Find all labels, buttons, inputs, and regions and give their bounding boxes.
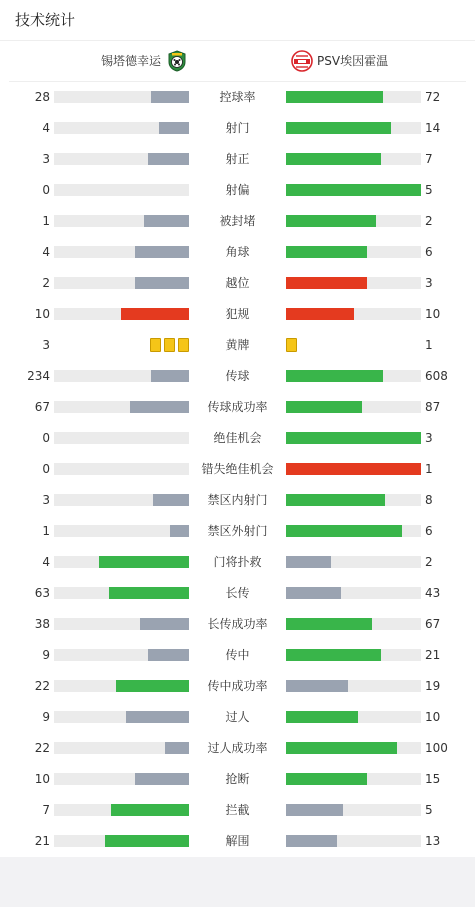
home-stat-value: 22 <box>34 741 50 755</box>
stat-row <box>0 335 475 355</box>
away-stat-bar-track <box>286 587 421 599</box>
stat-row <box>0 769 475 789</box>
stat-label: 射门 <box>225 121 250 135</box>
away-stat-bar-fill <box>286 494 385 506</box>
away-stat-bar-track <box>286 556 421 568</box>
away-stat-bar-fill <box>286 215 376 227</box>
stat-row <box>0 397 475 417</box>
home-stat-value: 234 <box>27 369 50 383</box>
stat-label: 越位 <box>225 276 250 290</box>
stat-row <box>0 831 475 851</box>
stat-label: 过人 <box>225 710 250 724</box>
home-stat-bar-fill <box>111 804 189 816</box>
stat-label: 传中 <box>225 648 250 662</box>
away-stat-value: 21 <box>425 648 441 662</box>
divider <box>0 40 475 41</box>
home-stat-value: 0 <box>42 183 50 197</box>
stat-label: 被封堵 <box>219 214 256 228</box>
away-stat-bar-track <box>286 680 421 692</box>
away-stat-bar-fill <box>286 587 341 599</box>
home-team-name: 锡塔德幸运 <box>101 54 162 68</box>
stat-row <box>0 614 475 634</box>
home-stat-bar-fill <box>126 711 189 723</box>
home-stat-value: 3 <box>42 338 50 352</box>
away-stat-value: 7 <box>425 152 433 166</box>
away-stat-bar-track <box>286 277 421 289</box>
away-stat-bar-fill <box>286 649 381 661</box>
home-stat-bar-track <box>54 401 189 413</box>
away-stat-bar-track <box>286 742 421 754</box>
home-stat-value: 10 <box>34 307 50 321</box>
away-stat-value: 3 <box>425 276 433 290</box>
stat-row <box>0 242 475 262</box>
home-stat-bar-track <box>54 91 189 103</box>
away-stat-bar-track <box>286 804 421 816</box>
home-stat-bar-track <box>54 246 189 258</box>
away-stat-bar-fill <box>286 184 421 196</box>
home-stat-value: 7 <box>42 803 50 817</box>
away-stat-bar-track <box>286 122 421 134</box>
home-stat-bar-fill <box>116 680 189 692</box>
away-stat-bar-fill <box>286 308 354 320</box>
away-stat-bar-fill <box>286 153 381 165</box>
stat-row <box>0 521 475 541</box>
home-stat-bar-fill <box>99 556 189 568</box>
yellow-card-icon <box>164 338 175 352</box>
yellow-card-icon <box>178 338 189 352</box>
away-stat-bar-fill <box>286 277 367 289</box>
home-stat-bar-track <box>54 432 189 444</box>
home-stat-bar-track <box>54 587 189 599</box>
yellow-card-icon <box>286 338 297 352</box>
divider <box>9 81 466 82</box>
home-stat-value: 4 <box>42 555 50 569</box>
away-stat-bar-track <box>286 618 421 630</box>
home-stat-bar-fill <box>109 587 189 599</box>
home-stat-bar-track <box>54 122 189 134</box>
away-stat-bar-fill <box>286 122 391 134</box>
home-stat-bar-track <box>54 184 189 196</box>
stat-row <box>0 149 475 169</box>
home-stat-bar-fill <box>121 308 189 320</box>
home-stat-bar-fill <box>135 246 189 258</box>
home-stat-value: 1 <box>42 524 50 538</box>
stat-label: 禁区外射门 <box>207 524 268 538</box>
away-stat-bar-track <box>286 184 421 196</box>
away-stat-bar-fill <box>286 742 397 754</box>
away-stat-value: 10 <box>425 307 441 321</box>
home-stat-value: 9 <box>42 710 50 724</box>
home-stat-bar-fill <box>148 649 189 661</box>
home-stat-bar-track <box>54 556 189 568</box>
fortuna-sittard-crest-icon <box>166 50 188 72</box>
home-stat-value: 21 <box>34 834 50 848</box>
away-stat-bar-track <box>286 649 421 661</box>
away-stat-value: 72 <box>425 90 441 104</box>
away-stat-value: 6 <box>425 524 433 538</box>
away-stat-bar-fill <box>286 246 367 258</box>
away-stat-value: 1 <box>425 338 433 352</box>
home-stat-value: 38 <box>34 617 50 631</box>
stat-label: 拦截 <box>225 803 250 817</box>
home-stat-value: 28 <box>34 90 50 104</box>
away-stat-value: 13 <box>425 834 441 848</box>
home-stat-bar-fill <box>165 742 189 754</box>
stat-label: 传中成功率 <box>207 679 268 693</box>
home-stat-value: 22 <box>34 679 50 693</box>
home-stat-bar-fill <box>148 153 189 165</box>
stat-label: 抢断 <box>225 772 250 786</box>
home-stat-value: 3 <box>42 493 50 507</box>
stat-label: 角球 <box>225 245 250 259</box>
home-stat-bar-track <box>54 463 189 475</box>
away-stat-bar-track <box>286 308 421 320</box>
home-stat-bar-fill <box>151 370 189 382</box>
stat-label: 黄牌 <box>225 338 250 352</box>
away-stat-value: 10 <box>425 710 441 724</box>
home-team <box>101 48 188 74</box>
home-stat-bar-track <box>54 370 189 382</box>
away-stat-value: 2 <box>425 555 433 569</box>
stat-row <box>0 676 475 696</box>
stat-row <box>0 366 475 386</box>
stat-row <box>0 738 475 758</box>
away-stat-value: 1 <box>425 462 433 476</box>
home-stat-bar-track <box>54 742 189 754</box>
away-stat-bar-track <box>286 401 421 413</box>
away-stat-bar-track <box>286 525 421 537</box>
psv-crest-icon <box>291 50 313 72</box>
away-stat-value: 87 <box>425 400 441 414</box>
away-stat-bar-fill <box>286 432 421 444</box>
away-stat-bar-track <box>286 91 421 103</box>
home-stat-bar-track <box>54 680 189 692</box>
stat-row <box>0 273 475 293</box>
home-stat-bar-track <box>54 494 189 506</box>
home-stat-bar-fill <box>144 215 189 227</box>
away-stat-bar-track <box>286 370 421 382</box>
home-stat-value: 3 <box>42 152 50 166</box>
stat-label: 控球率 <box>219 90 256 104</box>
away-stat-bar-fill <box>286 401 362 413</box>
stat-label: 长传成功率 <box>207 617 268 631</box>
home-stat-bar-track <box>54 525 189 537</box>
stat-row <box>0 645 475 665</box>
away-stat-bar-track <box>286 246 421 258</box>
stat-label: 门将扑救 <box>213 555 262 569</box>
stat-label: 传球 <box>225 369 250 383</box>
stat-label: 射正 <box>225 152 250 166</box>
stat-row <box>0 490 475 510</box>
home-stat-bar-fill <box>135 773 189 785</box>
away-stat-bar-fill <box>286 680 348 692</box>
stat-row <box>0 118 475 138</box>
away-stat-bar-fill <box>286 91 383 103</box>
home-stat-value: 9 <box>42 648 50 662</box>
away-stat-bar-track <box>286 835 421 847</box>
away-stat-bar-fill <box>286 804 343 816</box>
away-stat-bar-track <box>286 494 421 506</box>
away-stat-value: 43 <box>425 586 441 600</box>
stat-row <box>0 583 475 603</box>
home-stat-value: 0 <box>42 431 50 445</box>
stat-label: 禁区内射门 <box>207 493 268 507</box>
home-stat-value: 67 <box>34 400 50 414</box>
home-stat-bar-fill <box>151 91 189 103</box>
home-stat-value: 1 <box>42 214 50 228</box>
home-stat-bar-fill <box>135 277 189 289</box>
home-stat-value: 2 <box>42 276 50 290</box>
away-stat-value: 19 <box>425 679 441 693</box>
stat-row <box>0 800 475 820</box>
home-stat-bar-track <box>54 215 189 227</box>
home-stat-bar-fill <box>130 401 189 413</box>
home-stat-bar-track <box>54 773 189 785</box>
stat-row <box>0 459 475 479</box>
away-stat-value: 5 <box>425 803 433 817</box>
home-stat-bar-fill <box>170 525 189 537</box>
away-stat-value: 2 <box>425 214 433 228</box>
home-stat-value: 4 <box>42 121 50 135</box>
home-stat-bar-track <box>54 277 189 289</box>
away-stat-bar-fill <box>286 773 367 785</box>
away-stat-bar-fill <box>286 463 421 475</box>
home-stat-value: 0 <box>42 462 50 476</box>
away-stat-value: 14 <box>425 121 441 135</box>
stat-label: 传球成功率 <box>207 400 268 414</box>
away-stat-bar-fill <box>286 556 331 568</box>
stat-row <box>0 87 475 107</box>
stat-label: 射偏 <box>225 183 250 197</box>
section-title: 技术统计 <box>15 11 76 29</box>
stat-label: 长传 <box>225 586 250 600</box>
stat-row <box>0 180 475 200</box>
away-stat-bar-fill <box>286 525 402 537</box>
home-stat-bar-track <box>54 711 189 723</box>
home-stat-bar-track <box>54 153 189 165</box>
away-stat-value: 67 <box>425 617 441 631</box>
stat-label: 解围 <box>225 834 250 848</box>
away-stat-bar-track <box>286 215 421 227</box>
away-stat-value: 8 <box>425 493 433 507</box>
home-stat-bar-track <box>54 835 189 847</box>
away-stat-bar-track <box>286 463 421 475</box>
home-stat-bar-track <box>54 649 189 661</box>
away-stat-bar-track <box>286 773 421 785</box>
stat-row <box>0 304 475 324</box>
home-stat-value: 10 <box>34 772 50 786</box>
stat-row <box>0 428 475 448</box>
away-stat-value: 3 <box>425 431 433 445</box>
away-stat-bar-fill <box>286 835 337 847</box>
home-stat-bar-fill <box>159 122 189 134</box>
home-stat-bar-fill <box>105 835 189 847</box>
yellow-card-icon <box>150 338 161 352</box>
home-stat-bar-track <box>54 618 189 630</box>
stat-label: 过人成功率 <box>207 741 268 755</box>
stat-label: 犯规 <box>225 307 250 321</box>
away-stat-value: 15 <box>425 772 441 786</box>
away-stat-bar-fill <box>286 711 358 723</box>
away-stat-bar-fill <box>286 370 383 382</box>
away-stat-value: 6 <box>425 245 433 259</box>
stat-label: 绝佳机会 <box>213 431 262 445</box>
home-yellow-cards <box>150 338 189 352</box>
home-stat-value: 4 <box>42 245 50 259</box>
away-stat-bar-fill <box>286 618 372 630</box>
stat-row <box>0 552 475 572</box>
stat-row <box>0 707 475 727</box>
stat-row <box>0 211 475 231</box>
away-stat-bar-track <box>286 711 421 723</box>
away-stat-bar-track <box>286 153 421 165</box>
stat-label: 错失绝佳机会 <box>201 462 274 476</box>
home-stat-bar-track <box>54 804 189 816</box>
away-stat-bar-track <box>286 432 421 444</box>
home-stat-value: 63 <box>34 586 50 600</box>
home-stat-bar-fill <box>140 618 189 630</box>
away-team-name: PSV埃因霍温 <box>317 54 389 68</box>
away-stat-value: 608 <box>425 369 448 383</box>
away-stat-value: 100 <box>425 741 448 755</box>
away-stat-value: 5 <box>425 183 433 197</box>
away-yellow-cards <box>286 338 297 352</box>
home-stat-bar-fill <box>153 494 189 506</box>
home-stat-bar-track <box>54 308 189 320</box>
away-team <box>291 48 388 74</box>
